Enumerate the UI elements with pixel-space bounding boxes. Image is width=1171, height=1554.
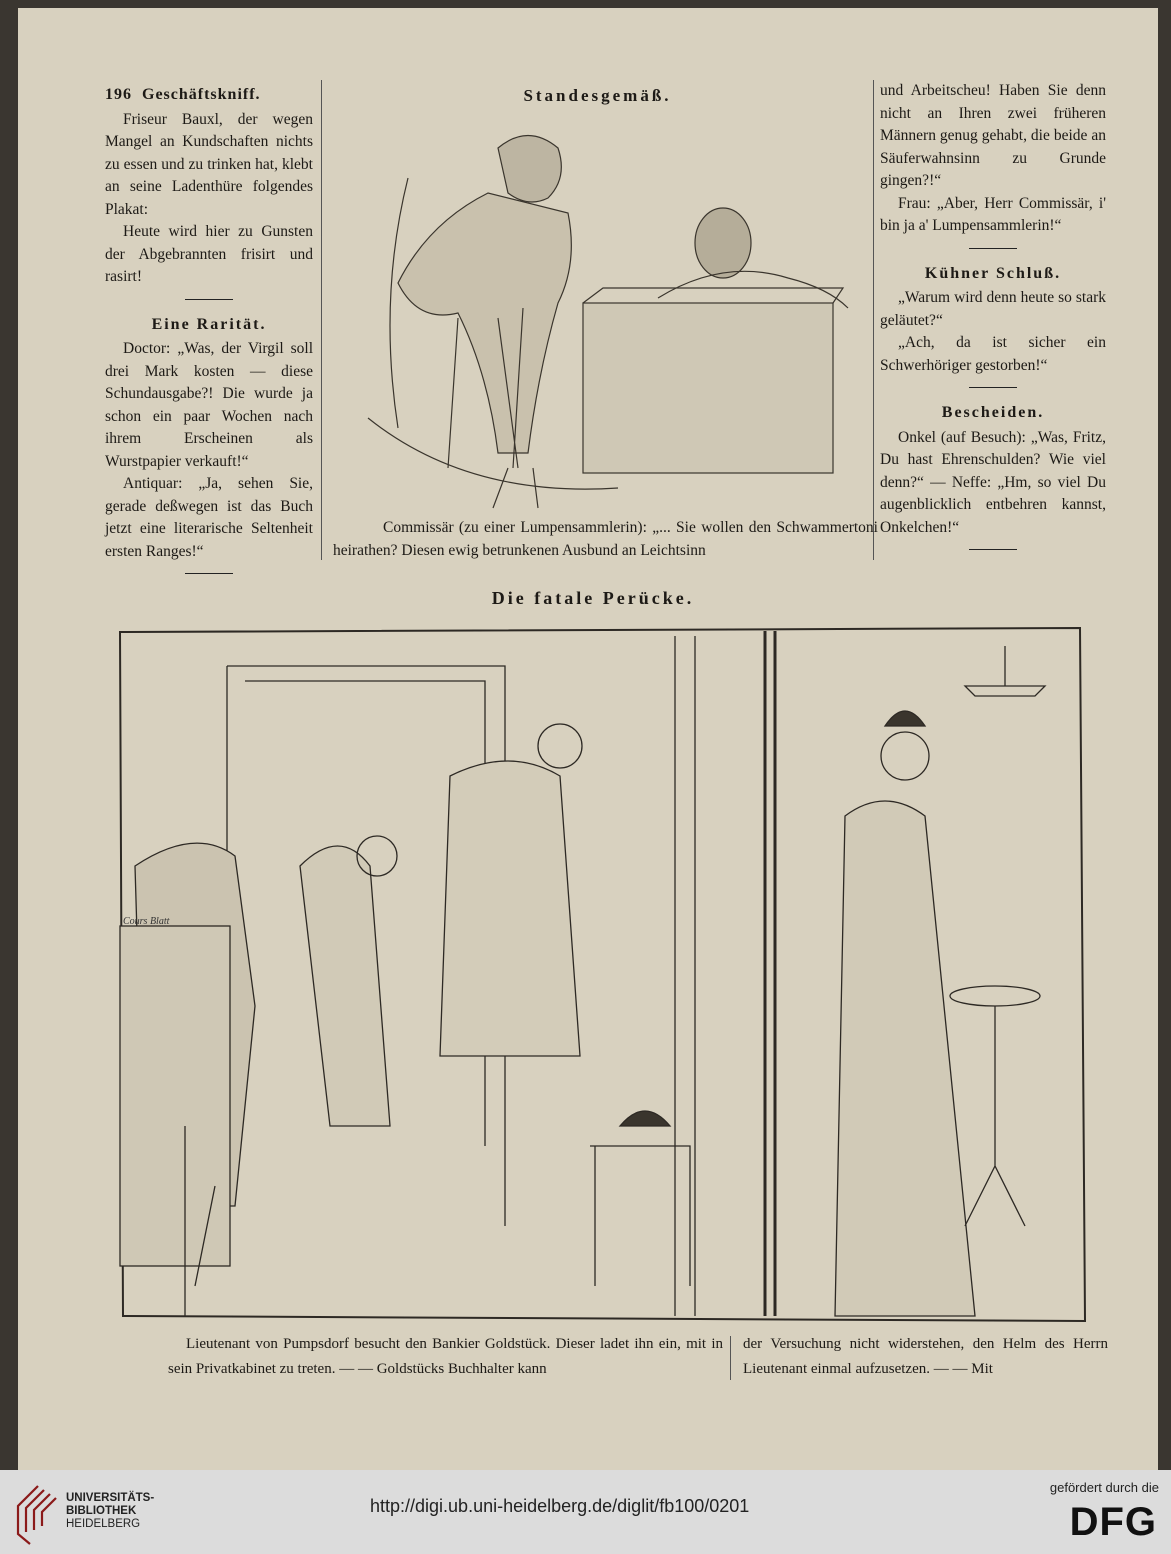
paragraph: Heute wird hier zu Gunsten der Abgebrannten frisirt und rasirt! bbox=[105, 223, 313, 285]
library-line: UNIVERSITÄTS- bbox=[66, 1492, 155, 1504]
scanned-page bbox=[18, 8, 1158, 1470]
library-name bbox=[66, 1492, 154, 1531]
section-title: Bescheiden. bbox=[941, 404, 1045, 421]
illustration-commissar bbox=[348, 118, 858, 513]
cartoon-title: Standesgemäß. bbox=[523, 86, 672, 105]
paragraph: Onkel (auf Besuch): „Was, Fritz, Du hast Ehrenschulden? Wie viel denn?“ — Neffe: „Hm, so viel Du augenblicklich entbehren kannst, Onkelchen!“ bbox=[880, 428, 1106, 536]
funding-label: gefördert durch die bbox=[1049, 1480, 1159, 1495]
cartoon-title: Die fatale Perücke. bbox=[491, 588, 695, 608]
paragraph: Frau: „Aber, Herr Commissär, i' bin ja a' Lumpensammlerin!“ bbox=[880, 194, 1106, 234]
section-title bbox=[105, 84, 313, 107]
divider bbox=[185, 573, 233, 574]
footer-bar bbox=[0, 1470, 1171, 1554]
library-logo-icon bbox=[12, 1482, 72, 1546]
library-line: BIBLIOTHEK bbox=[66, 1505, 137, 1517]
right-column bbox=[880, 80, 1106, 564]
left-column bbox=[105, 80, 313, 588]
permalink[interactable]: http://digi.ub.uni-heidelberg.de/diglit/fb100/0201 bbox=[370, 1496, 750, 1516]
paragraph: Friseur Bauxl, der wegen Mangel an Kundschaften nichts zu essen und zu trinken hat, klebt an seine Ladenthüre folgendes Plakat: bbox=[105, 110, 313, 218]
cartoon-caption-left: Lieutenant von Pumpsdorf besucht den Bankier Goldstück. Dieser ladet ihn ein, mit in sein Privatkabinet zu treten. — — Goldstücks Buchhalter kann bbox=[168, 1336, 723, 1377]
divider bbox=[969, 387, 1017, 388]
divider bbox=[969, 248, 1017, 249]
cartoon-caption-right: der Versuchung nicht widerstehen, den Helm des Herrn Lieutenant einmal aufzusetzen. — — Mit bbox=[743, 1336, 1108, 1377]
divider bbox=[969, 549, 1017, 550]
column-rule bbox=[873, 80, 874, 560]
paragraph: Antiquar: „Ja, sehen Sie, gerade deßwegen ist das Buch jetzt eine literarische Seltenheit ersten Ranges!“ bbox=[105, 475, 313, 560]
caption-rule bbox=[730, 1336, 731, 1380]
title-text: Geschäftskniff. bbox=[142, 86, 261, 103]
page-number: 196 bbox=[105, 86, 132, 103]
dfg-logo: DFG bbox=[1069, 1500, 1157, 1544]
paragraph: Doctor: „Was, der Virgil soll drei Mark kosten — diese Schundausgabe?! Die wurde ja schon ein paar Wochen nach ihrem Erscheinen als Wurstpapier verkauft!“ bbox=[105, 340, 313, 470]
sign-cours-blatt: Cours Blatt bbox=[123, 916, 170, 927]
paragraph: und Arbeitscheu! Haben Sie denn nicht an Ihren zwei früheren Männern genug gehabt, die beide an Säuferwahnsinn zu Grunde gingen?!“ bbox=[880, 82, 1106, 189]
divider bbox=[185, 299, 233, 300]
library-line: HEIDELBERG bbox=[66, 1518, 141, 1530]
paragraph: „Ach, da ist sicher ein Schwerhöriger gestorben!“ bbox=[880, 334, 1106, 374]
cartoon-caption: Commissär (zu einer Lumpensammlerin): „... Sie wollen den Schwammertoni heirathen? Diesen ewig betrunkenen Ausbund an Leichtsinn bbox=[333, 519, 878, 559]
section-title: Eine Rarität. bbox=[151, 315, 267, 333]
illustration-peruecke bbox=[115, 626, 1090, 1326]
paragraph: „Warum wird denn heute so stark geläutet?“ bbox=[880, 289, 1106, 329]
column-rule bbox=[321, 80, 322, 560]
section-title: Kühner Schluß. bbox=[924, 264, 1062, 282]
